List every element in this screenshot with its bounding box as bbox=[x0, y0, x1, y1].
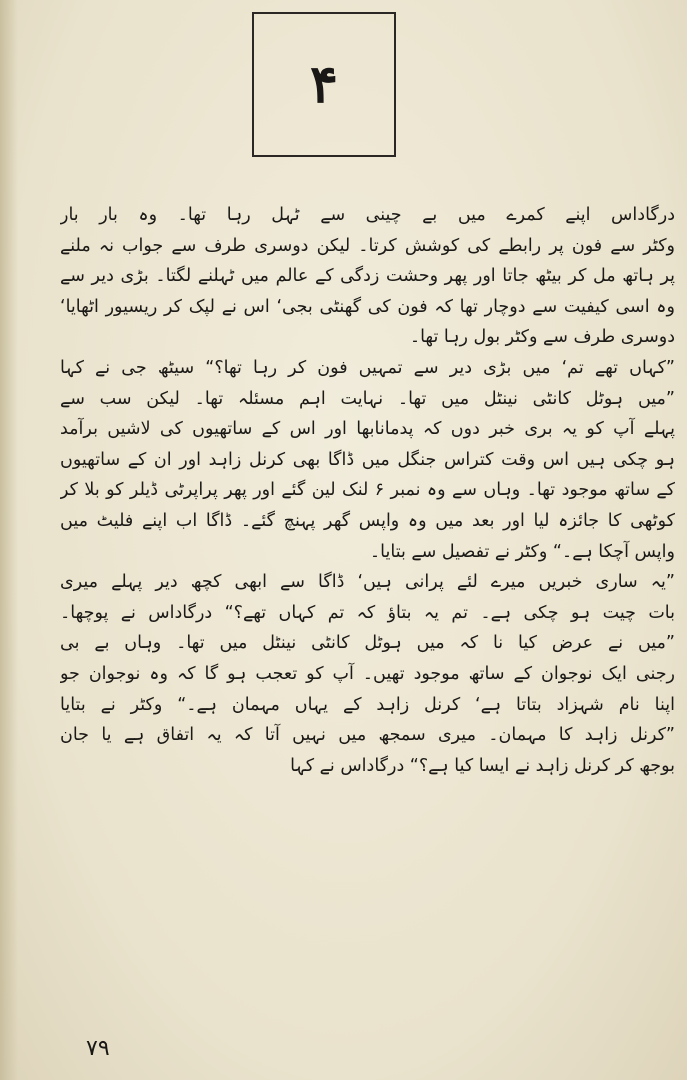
text-line: ”کرنل زاہد کا مہمان۔ میری سمجھ میں نہیں آتا کہ یہ اتفاق ہے یا جان bbox=[60, 725, 675, 746]
text-line: اپنا نام شہزاد بتاتا ہے‘ کرنل زاہد کے یہاں مہمان ہے۔“ وکٹر نے بتایا bbox=[60, 694, 675, 715]
text-line: درگاداس اپنے کمرے میں بے چینی سے ٹہل رہا تھا۔ وہ بار بار bbox=[60, 205, 675, 225]
body-text bbox=[60, 200, 675, 781]
page-binding-shadow bbox=[0, 0, 18, 1080]
text-line: دوسری طرف سے وکٹر بول رہا تھا۔ bbox=[409, 327, 675, 348]
text-line: رجنی ایک نوجوان کے ساتھ موجود تھیں۔ آپ کو تعجب ہو گا کہ وہ نوجوان جو bbox=[60, 663, 675, 684]
chapter-number-box bbox=[252, 12, 396, 157]
text-line: پر ہاتھ مل کر بیٹھ جاتا اور پھر وحشت زدگی کے عالم میں ٹہلنے لگتا۔ بڑی دیر سے bbox=[60, 266, 675, 287]
text-line: ہو چکی ہیں اس وقت کتراس جنگل میں ڈاگا بھی کرنل زاہد اور ان کے ساتھیوں bbox=[60, 449, 675, 470]
text-line: ”یہ ساری خبریں میرے لئے پرانی ہیں‘ ڈاگا سے ابھی کچھ دیر پہلے میری bbox=[60, 572, 675, 593]
text-line: وہ اسی کیفیت سے دوچار تھا کہ فون کی گھنٹی بجی‘ اس نے لپک کر ریسیور اٹھایا‘ bbox=[60, 296, 675, 317]
text-line: ”میں ہوٹل کانٹی نینٹل میں تھا۔ نہایت اہم مسئلہ تھا۔ لیکن سب سے bbox=[60, 388, 675, 409]
text-line: کوٹھی کا جائزہ لیا اور بعد میں وہ واپس گھر پہنچ گئے۔ ڈاگا اب اپنے فلیٹ میں bbox=[60, 510, 675, 531]
chapter-number: ۴ bbox=[310, 53, 338, 115]
text-line: ”میں نے عرض کیا نا کہ میں ہوٹل کانٹی نینٹل میں تھا۔ وہاں بے بی bbox=[60, 633, 675, 654]
text-line: بات چیت ہو چکی ہے۔ تم یہ بتاؤ کہ تم کہاں تھے؟“ درگاداس نے پوچھا۔ bbox=[60, 602, 675, 623]
text-line: ”کہاں تھے تم‘ میں بڑی دیر سے تمہیں فون کر رہا تھا؟“ سیٹھ جی نے کہا bbox=[60, 357, 675, 378]
text-line: بوجھ کر کرنل زاہد نے ایسا کیا ہے؟“ درگاداس نے کہا bbox=[290, 755, 675, 776]
text-line: واپس آچکا ہے۔“ وکٹر نے تفصیل سے بتایا۔ bbox=[369, 541, 675, 562]
text-line: پہلے آپ کو یہ بری خبر دوں کہ پدمانابھا اور اس کے ساتھیوں کی لاشیں برآمد bbox=[60, 419, 675, 440]
text-line: وکٹر سے فون پر رابطے کی کوشش کرتا۔ لیکن دوسری طرف سے جواب نہ ملنے bbox=[60, 235, 675, 256]
text-line: کے ساتھ موجود تھا۔ وہاں سے وہ نمبر ۶ لنک لین گئے اور پھر پراپرٹی ڈیلر کو بلا کر bbox=[60, 480, 675, 501]
page-number: ۷۹ bbox=[86, 1036, 110, 1061]
